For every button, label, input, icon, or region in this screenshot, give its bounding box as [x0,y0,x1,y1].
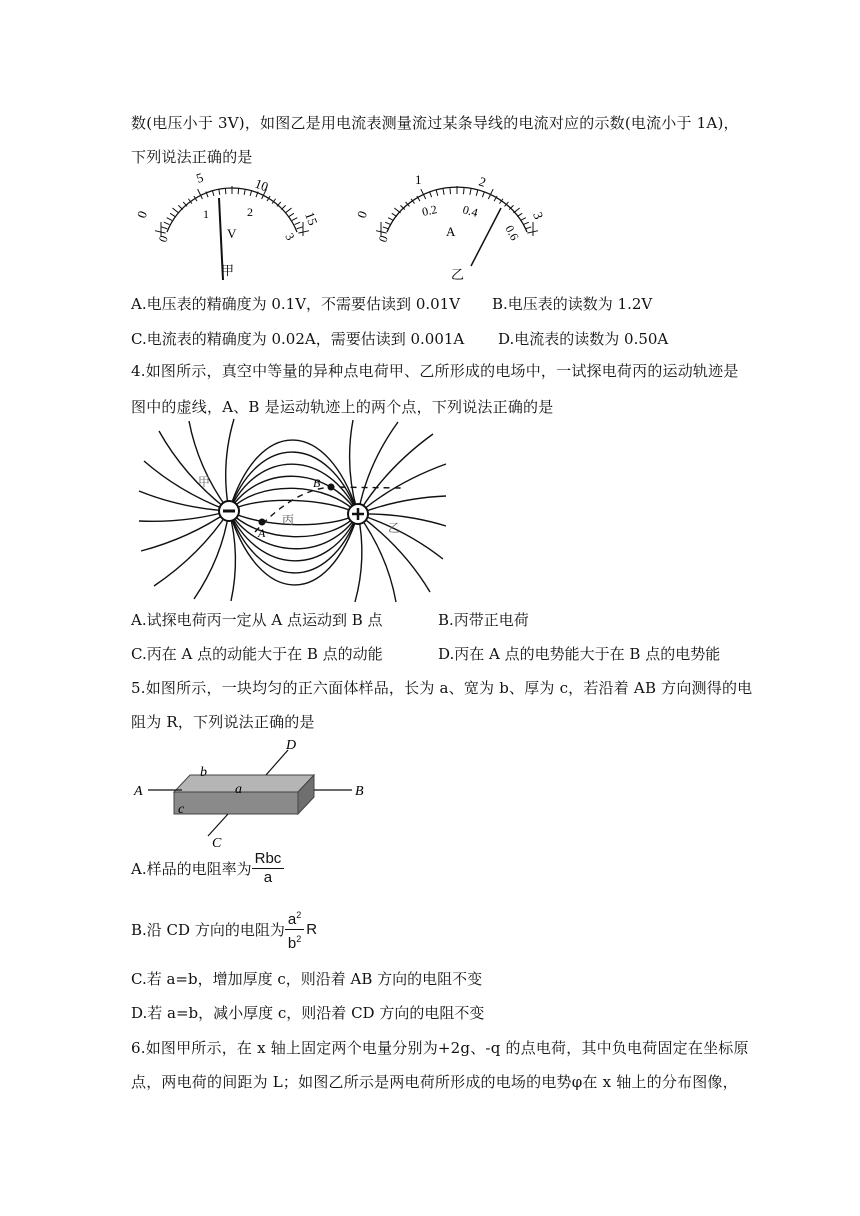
trajectory-dashed [255,487,401,532]
scale-tick [238,188,239,194]
scale-tick [292,218,297,221]
scale-tick [450,188,451,194]
voltmeter-inner-label-2: 2 [247,205,253,219]
label-jia: 甲 [198,475,211,489]
resistivity-fraction [252,850,285,887]
label-terminal-c: C [212,836,222,851]
scale-tick [470,189,471,195]
field-line [144,461,229,511]
field-line [355,514,362,602]
field-line [141,511,229,551]
field-line [154,511,229,586]
ammeter-caption: 乙 [451,267,465,282]
scale-tick [285,208,291,213]
label-terminal-b: B [355,784,364,799]
q5-option-c: C.若 a=b，增加厚度 c，则沿着 AB 方向的电阻不变 [131,970,483,988]
q4-text-line-2: 图中的虚线，A、B 是运动轨迹上的两个点，下列说法正确的是 [131,398,554,416]
q5-option-b-prefix: B.沿 CD 方向的电阻为 [131,921,285,939]
q5-option-a-prefix: A.样品的电阻率为 [131,860,252,878]
negative-charge [219,501,239,521]
positive-charge [348,504,368,524]
ammeter-outer-label-1: 1 [415,172,422,187]
scale-tick [476,190,478,196]
voltmeter-outer-label-15: 15 [302,209,321,228]
field-line [358,422,398,514]
label-length-a: a [235,782,242,797]
field-line [358,464,446,514]
label-point-b: B [313,476,321,490]
scale-tick [526,227,532,229]
scale-tick [289,213,294,216]
q5-text-line-2: 阻为 R，下列说法正确的是 [131,713,315,731]
block-top-face [174,775,314,792]
q3-text-line-2: 下列说法正确的是 [131,148,253,166]
label-terminal-a: A [134,784,143,799]
scale-tick [225,188,226,194]
label-point-a: A [258,526,266,540]
scale-tick [170,213,175,216]
scale-tick [436,190,438,196]
resistance-denominator [285,930,304,953]
label-width-b: b [200,765,207,780]
scale-tick [463,188,464,194]
lead-d [266,750,288,775]
label-bing: 丙 [282,513,295,527]
lead-c [208,814,228,836]
field-line [358,496,446,514]
field-line [229,500,358,514]
scale-tick [198,189,203,199]
q6-text-line-1: 6.如图甲所示，在 x 轴上固定两个电量分别为+2g、-q 的点电荷，其中负电荷固定在坐标原 [131,1039,749,1057]
voltmeter-caption: 甲 [221,263,235,278]
ammeter-inner-label-0: 0 [375,233,391,245]
q3-option-a: A.电压表的精确度为 0.1V，不需要估读到 0.01V [131,295,461,313]
scale-tick [164,222,170,224]
ammeter-figure [355,170,555,285]
point-b-dot [328,484,335,491]
q5-text-line-1: 5.如图所示，一块均匀的正六面体样品，长为 a、宽为 b、厚为 c，若沿着 AB 方向测得的电 [131,679,753,697]
field-line [226,419,234,511]
denominator-exponent: 2 [296,934,302,944]
point-a-dot [259,519,266,526]
voltmeter-inner-label-1: 1 [203,207,209,221]
q4-option-d: D.丙在 A 点的电势能大于在 B 点的电势能 [438,645,721,663]
voltmeter-figure [135,170,325,285]
label-thickness-c: c [178,802,185,817]
ammeter-outer-label-2: 2 [477,173,488,190]
ammeter-inner-label-0.2: 0.2 [420,202,439,219]
field-line [189,421,229,511]
resistance-numerator [285,906,304,930]
ammeter-outer-label-3: 3 [530,209,547,222]
electric-field-figure [143,420,448,600]
q4-option-b: B.丙带正电荷 [438,611,529,629]
q4-option-a: A.试探电荷丙一定从 A 点运动到 B 点 [131,611,383,629]
q3-option-c: C.电流表的精确度为 0.02A，需要估读到 0.001A [131,330,465,348]
q5-option-a [131,850,284,887]
scale-tick [167,218,172,221]
scale-tick [523,222,529,224]
field-line [194,511,229,599]
q4-text-line-1: 4.如图所示，真空中等量的异种点电荷甲、乙所形成的电场中，一试探电荷丙的运动轨迹是 [131,362,739,380]
resistance-fraction [285,906,304,953]
scale-tick [383,227,389,229]
q3-option-b: B.电压表的读数为 1.2V [492,295,653,313]
denominator-base: b [287,935,297,952]
scale-tick [385,222,391,224]
numerator-exponent: 2 [296,910,302,920]
voltmeter-inner-label-0: 0 [155,233,171,245]
ammeter-outer-label-0: 0 [353,208,371,221]
resistor-block-figure [130,736,375,851]
q3-option-d: D.电流表的读数为 0.50A [498,330,669,348]
q3-text-line-1: 数(电压小于 3V)，如图乙是用电流表测量流过某条导线的电流对应的示数(电流小于 1A)， [131,114,739,132]
voltmeter-inner-label-3: 3 [282,230,298,243]
scale-tick [443,189,444,195]
scale-tick [155,231,166,233]
field-lines [139,419,446,602]
q6-text-line-2: 点，两电荷的间距为 L；如图乙所示是两电荷所形成的电场的电势φ在 x 轴上的分布图像， [131,1073,738,1091]
resistivity-denominator: a [263,869,273,886]
scale-tick [295,222,301,224]
field-line [229,440,358,514]
resistance-symbol: R [306,921,318,938]
label-terminal-d: D [286,738,297,753]
scale-tick [172,208,178,213]
numerator-base: a [287,911,297,928]
resistivity-numerator: Rbc [252,850,285,869]
ammeter-inner-label-0.6: 0.6 [502,222,522,243]
voltmeter-unit: V [227,226,237,241]
scale-tick [298,231,309,233]
scale-tick [297,227,303,229]
voltmeter-outer-label-0: 0 [133,208,151,221]
q4-option-c: C.丙在 A 点的动能大于在 B 点的动能 [131,645,383,663]
field-line [229,476,358,514]
voltmeter-outer-label-5: 5 [194,169,206,186]
scale-tick [162,227,168,229]
q5-option-b [131,906,317,953]
ammeter-unit: A [446,224,456,239]
label-yi: 乙 [388,521,401,535]
field-line [139,491,229,511]
ammeter-inner-label-0.4: 0.4 [461,202,480,220]
voltmeter-outer-label-10: 10 [252,175,271,195]
q5-option-d: D.若 a=b，减小厚度 c，则沿着 CD 方向的电阻不变 [131,1004,485,1022]
